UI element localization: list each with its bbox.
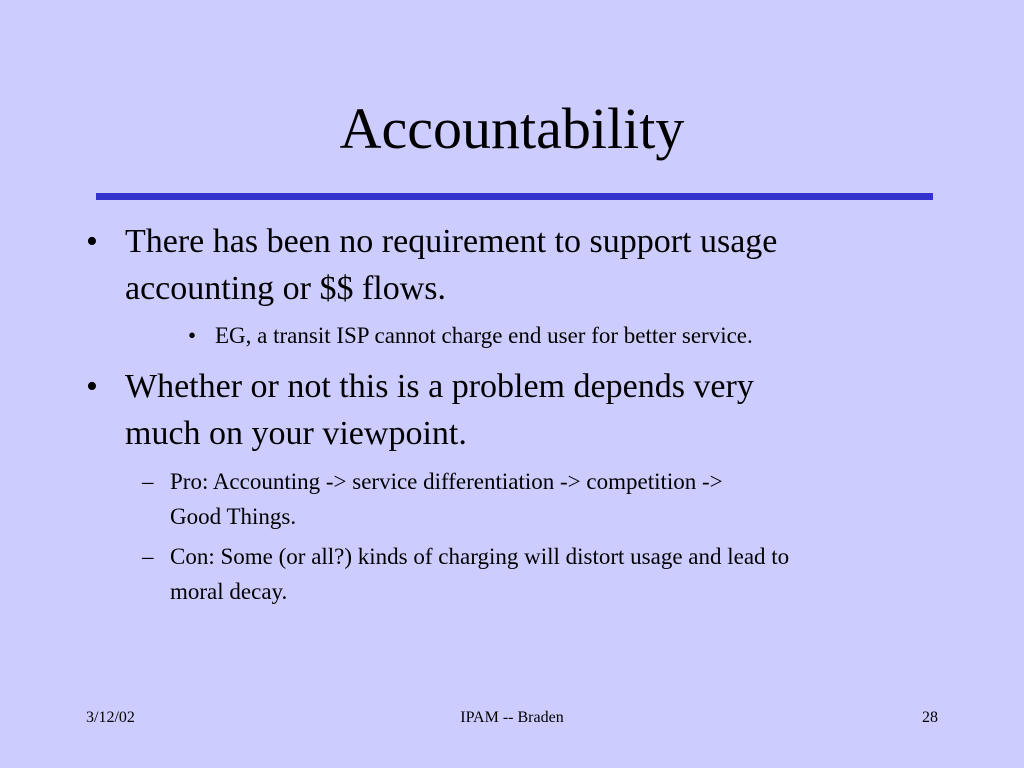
sub-bullet-2-1-line-2: Good Things. [170,504,297,529]
page-number: 28 [922,709,938,726]
slide-title: Accountability [339,96,685,161]
bullet-1-line-2: accounting or $$ flows. [125,270,447,307]
sub-bullet-2-1-line-1: Pro: Accounting -> service differentiation -> competition -> [170,469,723,494]
bullet-marker: • [86,223,98,260]
dash-marker: – [142,469,154,494]
dash-marker: – [142,544,154,569]
sub-bullet-2-2-line-2: moral decay. [170,579,288,604]
bullet-marker: • [86,368,98,405]
footer-date: 3/12/02 [86,709,135,726]
sub-bullet-marker: • [188,323,197,348]
bullet-2-line-1: Whether or not this is a problem depends very [125,368,754,405]
bullet-2-line-2: much on your viewpoint. [125,415,467,452]
sub-bullet-2-2-line-1: Con: Some (or all?) kinds of charging will distort usage and lead to [170,544,790,569]
bullet-1-line-1: There has been no requirement to support usage [125,223,778,260]
sub-bullet-1-1: EG, a transit ISP cannot charge end user for better service. [215,323,753,348]
footer-title: IPAM -- Braden [460,709,564,726]
